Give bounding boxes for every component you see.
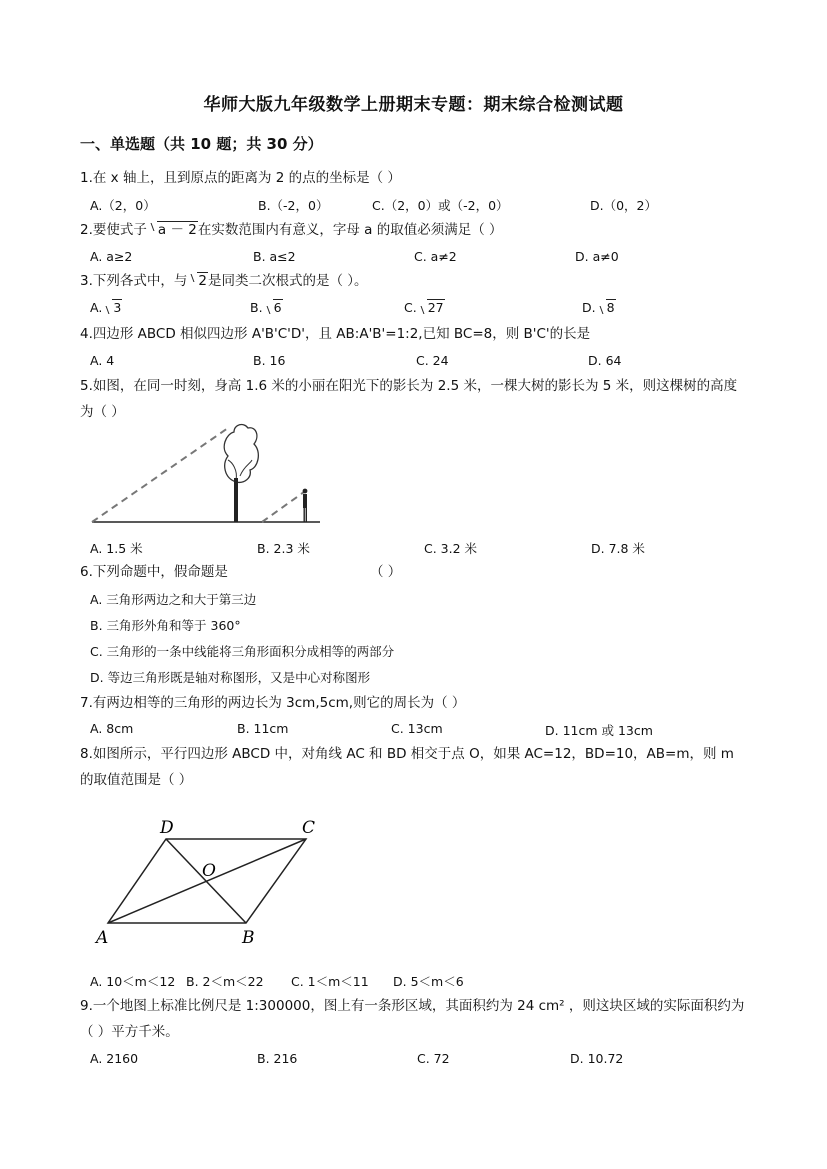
q6-option-c: C. 三角形的一条中线能将三角形面积分成相等的两部分 [90, 644, 395, 659]
q7-option-b: B. 11cm [237, 721, 289, 736]
q1-option-d: D.（0，2） [590, 198, 658, 213]
q3-option-b-letter: B. [250, 300, 263, 315]
q5-option-a: A. 1.5 米 [90, 541, 143, 556]
question-6-stem: 6.下列命题中，假命题是 [80, 564, 228, 580]
q3-option-c-letter: C. [404, 300, 417, 315]
q9-option-b: B. 216 [257, 1051, 298, 1066]
q3-option-d-radical [597, 300, 616, 315]
q8-option-b: B. 2＜m＜22 [186, 974, 264, 989]
tree-sun-ray [92, 428, 228, 522]
question-3-stem [80, 268, 368, 294]
q2-stem-pre: 2.要使式子 [80, 222, 147, 238]
vertex-label-b: B [242, 928, 255, 948]
q3-radicand: 2 [198, 273, 207, 289]
q8-option-d: D. 5＜m＜6 [393, 974, 464, 989]
q2-option-c: C. a≠2 [414, 249, 457, 264]
q5-option-b: B. 2.3 米 [257, 541, 310, 556]
q3-option-d-radicand: 8 [606, 300, 615, 315]
q4-option-d: D. 64 [588, 353, 622, 368]
q7-option-c: C. 13cm [391, 721, 443, 736]
q3-option-a-radicand: 3 [113, 300, 122, 315]
q3-option-c-radical [418, 300, 445, 315]
q7-option-d: D. 11cm 或 13cm [545, 723, 653, 738]
q2-option-b: B. a≤2 [253, 249, 296, 264]
q2-radical [148, 217, 198, 243]
question-2-stem [80, 217, 503, 243]
q3-option-b-radical [264, 300, 283, 315]
q3-option-d-letter: D. [582, 300, 596, 315]
question-5-stem: 5.如图，在同一时刻，身高 1.6 米的小丽在阳光下的影长为 2.5 米，一棵大树的影长为 5 米，则这棵树的高度为（ ） [80, 378, 738, 420]
q2-option-d: D. a≠0 [575, 249, 619, 264]
question-4-stem: 4.四边形 ABCD 相似四边形 A'B'C'D'，且 AB:A'B'=1:2,已知 BC=8，则 B'C'的长是 [80, 326, 591, 342]
q6-option-b: B. 三角形外角和等于 360° [90, 618, 241, 633]
page-title: 华师大版九年级数学上册期末专题：期末综合检测试题 [203, 95, 624, 115]
q3-stem-pre: 3.下列各式中，与 [80, 273, 188, 289]
center-label-o: O [202, 861, 216, 881]
question-1-stem: 1.在 x 轴上，且到原点的距离为 2 的点的坐标是（ ） [80, 170, 401, 186]
q2-option-a: A. a≥2 [90, 249, 133, 264]
q9-option-c: C. 72 [417, 1051, 450, 1066]
q6-option-a: A. 三角形两边之和大于第三边 [90, 592, 257, 607]
q3-option-c-radicand: 27 [427, 300, 444, 315]
q3-option-d [582, 300, 616, 315]
q3-option-b [250, 300, 283, 315]
q2-stem-post: 在实数范围内有意义，字母 a 的取值必须满足（ ） [197, 222, 503, 238]
diagonal-bd [166, 839, 246, 923]
q9-option-d: D. 10.72 [570, 1051, 624, 1066]
section-heading: 一、单选题（共 10 题；共 30 分） [80, 135, 323, 153]
q3-radical [188, 268, 208, 294]
q1-option-c: C.（2，0）或（-2，0） [372, 198, 509, 213]
q3-option-a-radical [103, 300, 122, 315]
question-6-blank: （ ） [370, 564, 402, 580]
q3-stem-post: 是同类二次根式的是（ ）。 [207, 273, 368, 289]
q5-shadow-figure [88, 420, 328, 530]
q7-option-a: A. 8cm [90, 721, 134, 736]
q3-option-a [90, 300, 122, 315]
vertex-label-d: D [160, 818, 174, 838]
q5-option-d: D. 7.8 米 [591, 541, 645, 556]
q6-option-d: D. 等边三角形既是轴对称图形，又是中心对称图形 [90, 670, 371, 685]
q4-option-b: B. 16 [253, 353, 286, 368]
vertex-label-a: A [96, 928, 109, 948]
vertex-label-c: C [302, 818, 316, 838]
girl-sun-ray [262, 492, 304, 522]
q1-option-b: B.（-2，0） [258, 198, 329, 213]
q1-option-a: A.（2，0） [90, 198, 156, 213]
q5-option-c: C. 3.2 米 [424, 541, 478, 556]
q4-option-c: C. 24 [416, 353, 449, 368]
tree-icon [224, 425, 258, 522]
question-9-stem: 9.一个地图上标准比例尺是 1:300000，图上有一条形区域，其面积约为 24 cm² ，则这块区域的实际面积约为（ ）平方千米。 [80, 998, 745, 1040]
q3-option-b-radicand: 6 [273, 300, 282, 315]
q4-option-a: A. 4 [90, 353, 115, 368]
q8-parallelogram-figure [90, 812, 330, 952]
q8-option-c: C. 1＜m＜11 [291, 974, 369, 989]
question-8-stem: 8.如图所示，平行四边形 ABCD 中，对角线 AC 和 BD 相交于点 O，如果 AC=12，BD=10，AB=m，则 m 的取值范围是（ ） [80, 746, 734, 788]
q2-radicand: a － 2 [157, 222, 197, 238]
q3-option-c [404, 300, 445, 315]
q8-option-a: A. 10＜m＜12 [90, 974, 176, 989]
q3-option-a-letter: A. [90, 300, 103, 315]
q9-option-a: A. 2160 [90, 1051, 139, 1066]
question-7-stem: 7.有两边相等的三角形的两边长为 3cm,5cm,则它的周长为（ ） [80, 695, 466, 711]
